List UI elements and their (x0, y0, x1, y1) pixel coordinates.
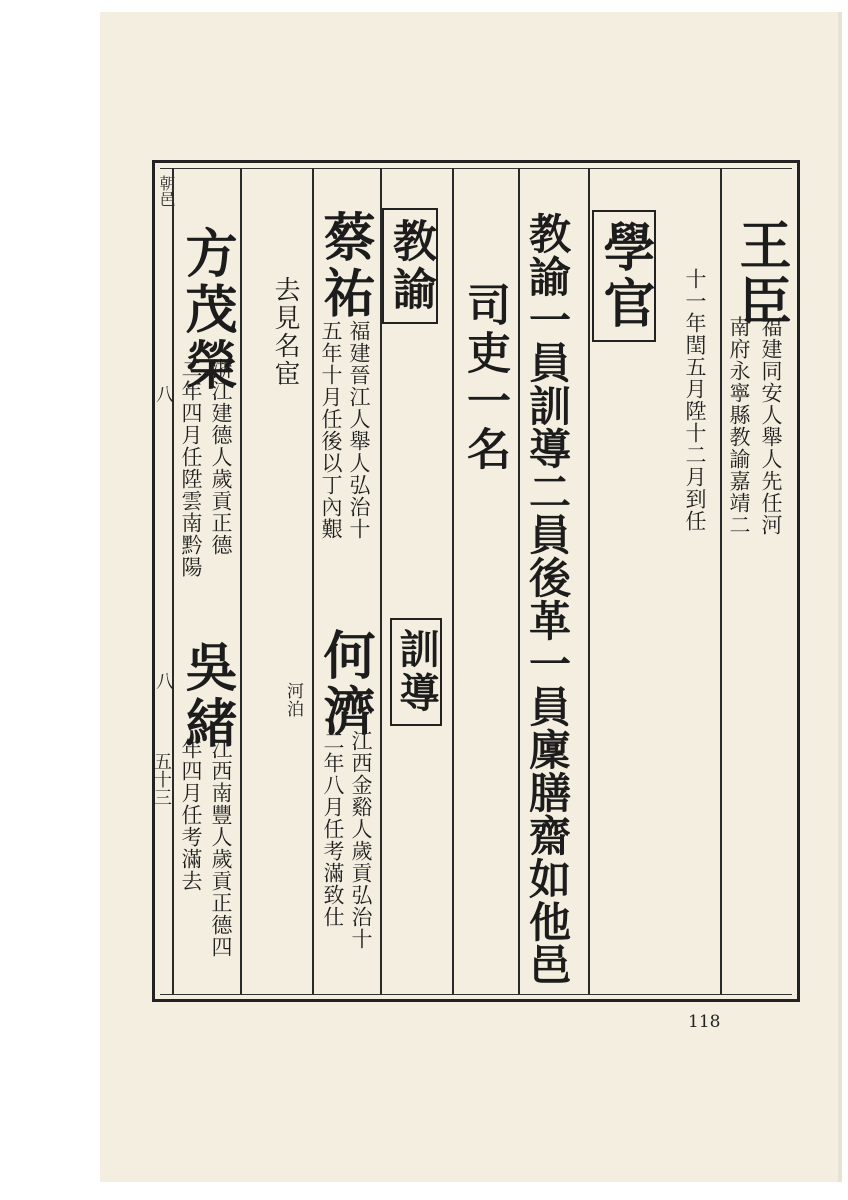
clerk-text: 司吏一名 (459, 282, 510, 474)
entry-name-he-ji: 何濟 (314, 628, 375, 740)
column-rule (720, 168, 722, 994)
entry-detail: 福建同安人舉人先任河 (759, 316, 783, 536)
entry-name-cai-you: 蔡祐 (314, 210, 375, 322)
entry-detail: 十一年閏五月陞十二月到任 (683, 268, 707, 532)
entry-detail: 二年四月任陞雲南黔陽 (179, 358, 203, 578)
staffing-text: 教諭一員訓導二員後革一員廩膳齋如他邑 (523, 212, 572, 986)
margin-fragment: 五十三 (151, 752, 172, 806)
frame-inner-bottom-rule (160, 994, 792, 995)
entry-name-wang-chen: 王臣 (730, 218, 791, 330)
entry-name-fang-mao-rong: 方茂榮 (176, 226, 237, 394)
margin-fragment: 八 (153, 385, 174, 403)
section-heading-xue-guan: 學官 (592, 210, 656, 342)
frame-inner-top-rule (160, 168, 792, 169)
section-heading-jiao-yu: 教諭 (382, 208, 438, 324)
column-rule (172, 168, 174, 994)
page-number: 118 (688, 1012, 721, 1032)
entry-detail: 五年十月任後以丁內艱 (319, 320, 343, 540)
entry-name-wu-xu: 吳緒 (176, 640, 237, 752)
entry-detail: 江西南豐人歲貢正德四 (209, 738, 233, 958)
entry-detail: 南府永寧縣教諭嘉靖二 (727, 316, 751, 536)
entry-detail: 年四月任考滿去 (179, 738, 203, 892)
column-rule (588, 168, 590, 994)
note-qu-jian-ming-huan: 去見名宦 (270, 276, 300, 388)
note-he-bo: 河泊 (283, 682, 303, 718)
section-heading-xun-dao: 訓導 (390, 618, 442, 726)
column-rule (518, 168, 520, 994)
entry-detail: 浙江建德人歲貢正德 (209, 358, 233, 556)
entry-detail: 福建晉江人舉人弘治十 (347, 320, 371, 540)
scan-edge (838, 12, 842, 1182)
margin-label: 朝邑 (157, 175, 176, 207)
entry-detail: 江西金谿人歲貢弘治十 (349, 730, 373, 950)
entry-detail: 二年八月任考滿致仕 (321, 730, 345, 928)
column-rule (240, 168, 242, 994)
column-rule (452, 168, 454, 994)
margin-fragment: 八 (153, 672, 174, 690)
